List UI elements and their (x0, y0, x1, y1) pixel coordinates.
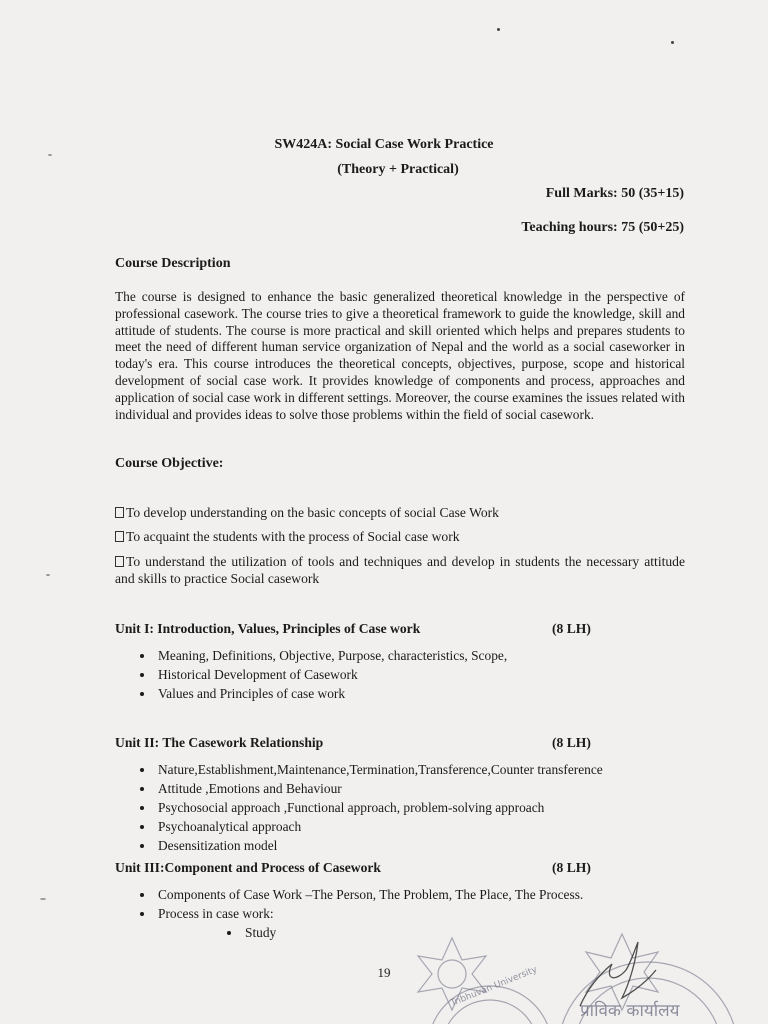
unit-hours: (8 LH) (552, 621, 591, 636)
seal-text: प्राविक कार्यालय (580, 1001, 680, 1021)
unit-3-subtopics (227, 923, 276, 942)
unit-title: Unit III:Component and Process of Casework (115, 860, 381, 875)
objective-item: To understand the utilization of tools and techniques and develop in students the necessary attitude and skills to practice Social casework (115, 554, 685, 586)
scan-speck (48, 154, 52, 156)
list-item: Psychoanalytical approach (140, 817, 603, 836)
list-item: Components of Case Work –The Person, The Problem, The Place, The Process. (140, 885, 583, 904)
signature-icon (580, 942, 656, 1006)
scan-speck (40, 898, 46, 900)
checkbox-glyph-icon (115, 531, 124, 542)
scan-speck (671, 41, 674, 44)
unit-1-heading (115, 621, 595, 637)
scan-speck (497, 28, 500, 31)
unit-2-heading (115, 735, 595, 751)
list-item: Desensitization model (140, 836, 603, 855)
list-item: Process in case work: (140, 904, 583, 923)
course-objective-heading: Course Objective: (115, 456, 224, 471)
course-subtitle: (Theory + Practical) (337, 162, 459, 177)
unit-title: Unit I: Introduction, Values, Principles of Case work (115, 621, 421, 636)
unit-title: Unit II: The Casework Relationship (115, 735, 324, 750)
unit-hours: (8 LH) (552, 860, 591, 875)
unit-hours: (8 LH) (552, 735, 591, 750)
unit-2-topics (140, 760, 603, 855)
checkbox-glyph-icon (115, 556, 124, 567)
course-description-text: The course is designed to enhance the basic generalized theoretical knowledge in the perspective of professional casework. The course tries to give a theoretical framework to guide the knowledge, skill and attitude of students. The course is more practical and skill oriented which helps and prepares students to meet the need of different human service organization of Nepal and the world as a social caseworker in today's era. This course introduces the theoretical concepts, objectives, purpose, scope and historical development of social case work. It provides knowledge of components and process, approaches and application of social case work in different settings. Moreover, the course examines the issues related with individual and provides ideas to solve those problems within the field of social casework. (115, 289, 685, 422)
course-description-heading: Course Description (115, 256, 231, 271)
list-item: Historical Development of Casework (140, 665, 507, 684)
objective-item: To develop understanding on the basic concepts of social Case Work (115, 504, 685, 521)
stamp-text: Tribhuvan University (449, 964, 539, 1009)
list-item: Meaning, Definitions, Objective, Purpose, characteristics, Scope, (140, 646, 507, 665)
unit-3-topics (140, 885, 583, 923)
list-item: Attitude ,Emotions and Behaviour (140, 779, 603, 798)
unit-1-topics (140, 646, 507, 703)
unit-3-heading (115, 860, 595, 876)
official-stamps (390, 930, 768, 1024)
checkbox-glyph-icon (115, 507, 124, 518)
list-item: Values and Principles of case work (140, 684, 507, 703)
page-number: 19 (377, 965, 391, 980)
scan-speck (46, 574, 50, 576)
list-item: Study (227, 923, 276, 942)
course-title: SW424A: Social Case Work Practice (274, 137, 494, 152)
objective-item: To acquaint the students with the process of Social case work (115, 528, 685, 545)
teaching-hours: Teaching hours: 75 (50+25) (521, 220, 684, 235)
list-item: Psychosocial approach ,Functional approach, problem-solving approach (140, 798, 603, 817)
list-item: Nature,Establishment,Maintenance,Termination,Transference,Counter transference (140, 760, 603, 779)
full-marks: Full Marks: 50 (35+15) (545, 186, 684, 201)
